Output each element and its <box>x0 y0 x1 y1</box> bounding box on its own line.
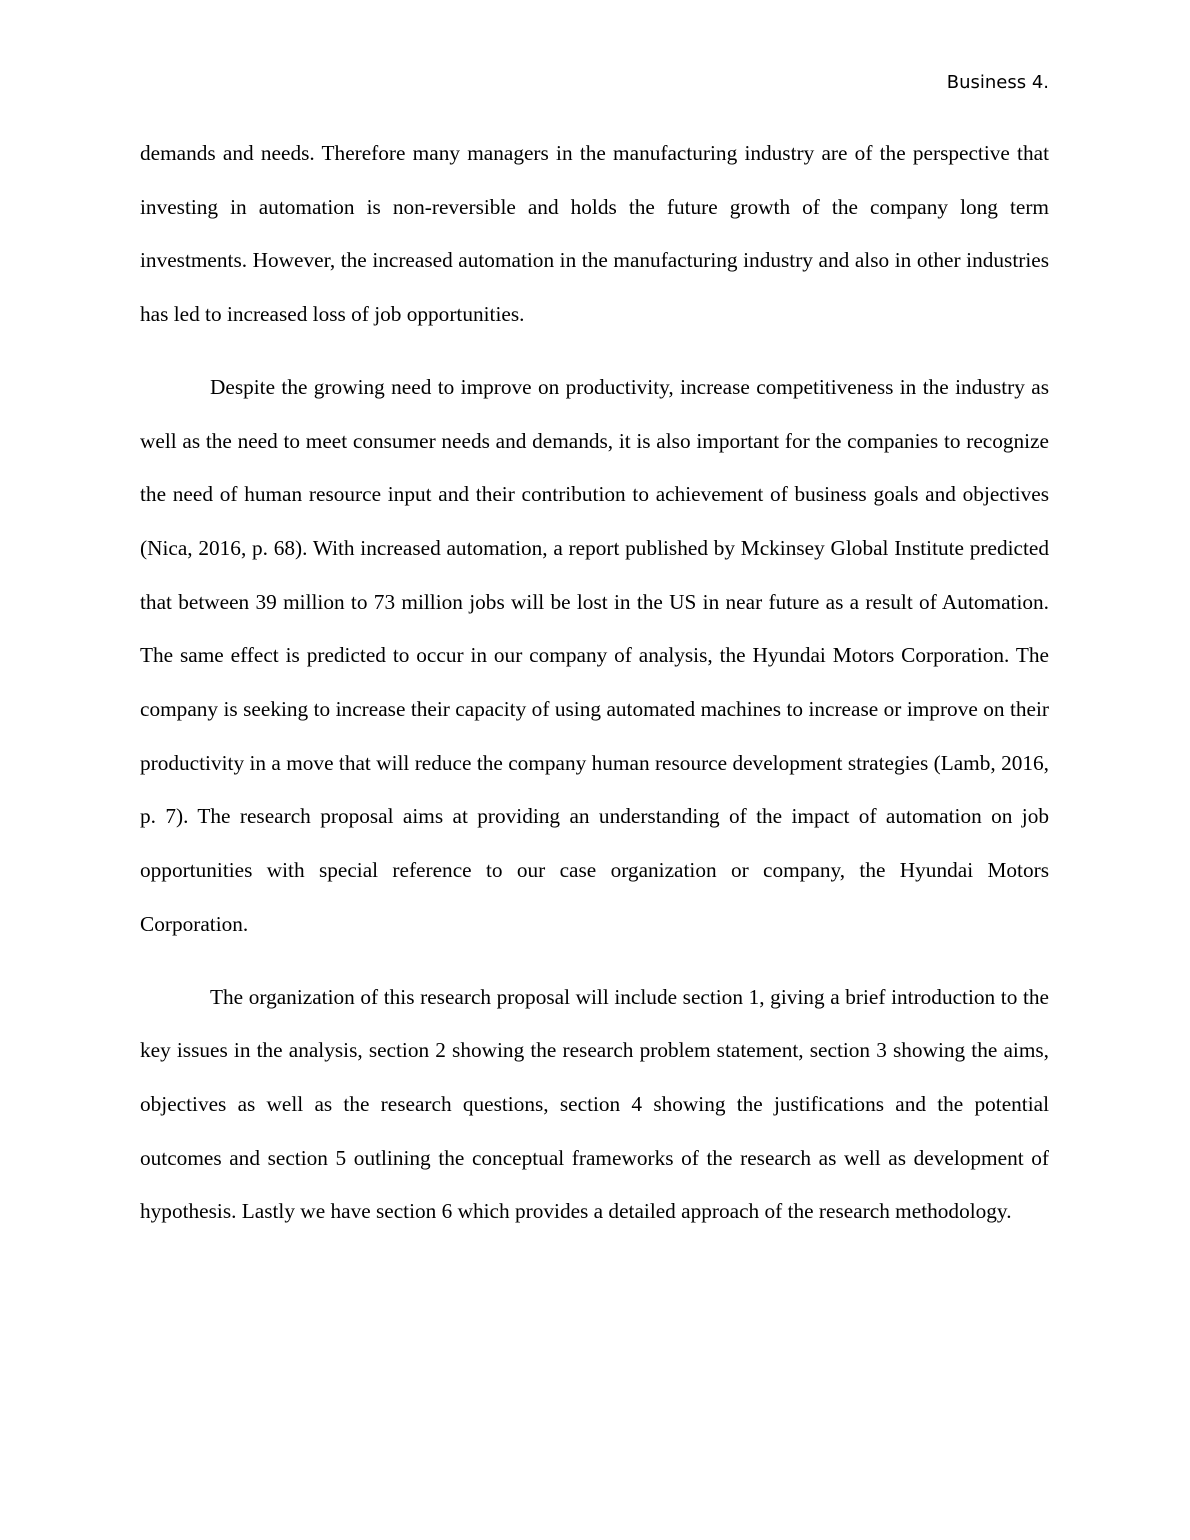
paragraph-continuation: demands and needs. Therefore many managers in the manufacturing industry are of the perspective that investing in automation is non-reversible and holds the future growth of the company long term investments. However, the increased automation in the manufacturing industry and also in other industries has led to increased loss of job opportunities. <box>140 141 1049 327</box>
paragraph-proposal-organization: The organization of this research proposal will include section 1, giving a brief introduction to the key issues in the analysis, section 2 showing the research problem statement, section 3 showing the aims, objectives as well as the research questions, section 4 showing the justifications and the potential outcomes and section 5 outlining the conceptual frameworks of the research as well as development of hypothesis. Lastly we have section 6 which provides a detailed approach of the research methodology. <box>140 984 1049 1224</box>
paragraph-automation-impact: Despite the growing need to improve on productivity, increase competitiveness in the industry as well as the need to meet consumer needs and demands, it is also important for the companies to recognize the need of human resource input and their contribution to achievement of business goals and objectives (Nica, 2016, p. 68). With increased automation, a report published by Mckinsey Global Institute predicted that between 39 million to 73 million jobs will be lost in the US in near future as a result of Automation. The same effect is predicted to occur in our company of analysis, the Hyundai Motors Corporation. The company is seeking to increase their capacity of using automated machines to increase or improve on their productivity in a move that will reduce the company human resource development strategies (Lamb, 2016, p. 7). The research proposal aims at providing an understanding of the impact of automation on job opportunities with special reference to our case organization or company, the Hyundai Motors Corporation. <box>140 374 1049 936</box>
document-body <box>140 127 1049 1258</box>
running-head: Business 4. <box>946 72 1049 93</box>
